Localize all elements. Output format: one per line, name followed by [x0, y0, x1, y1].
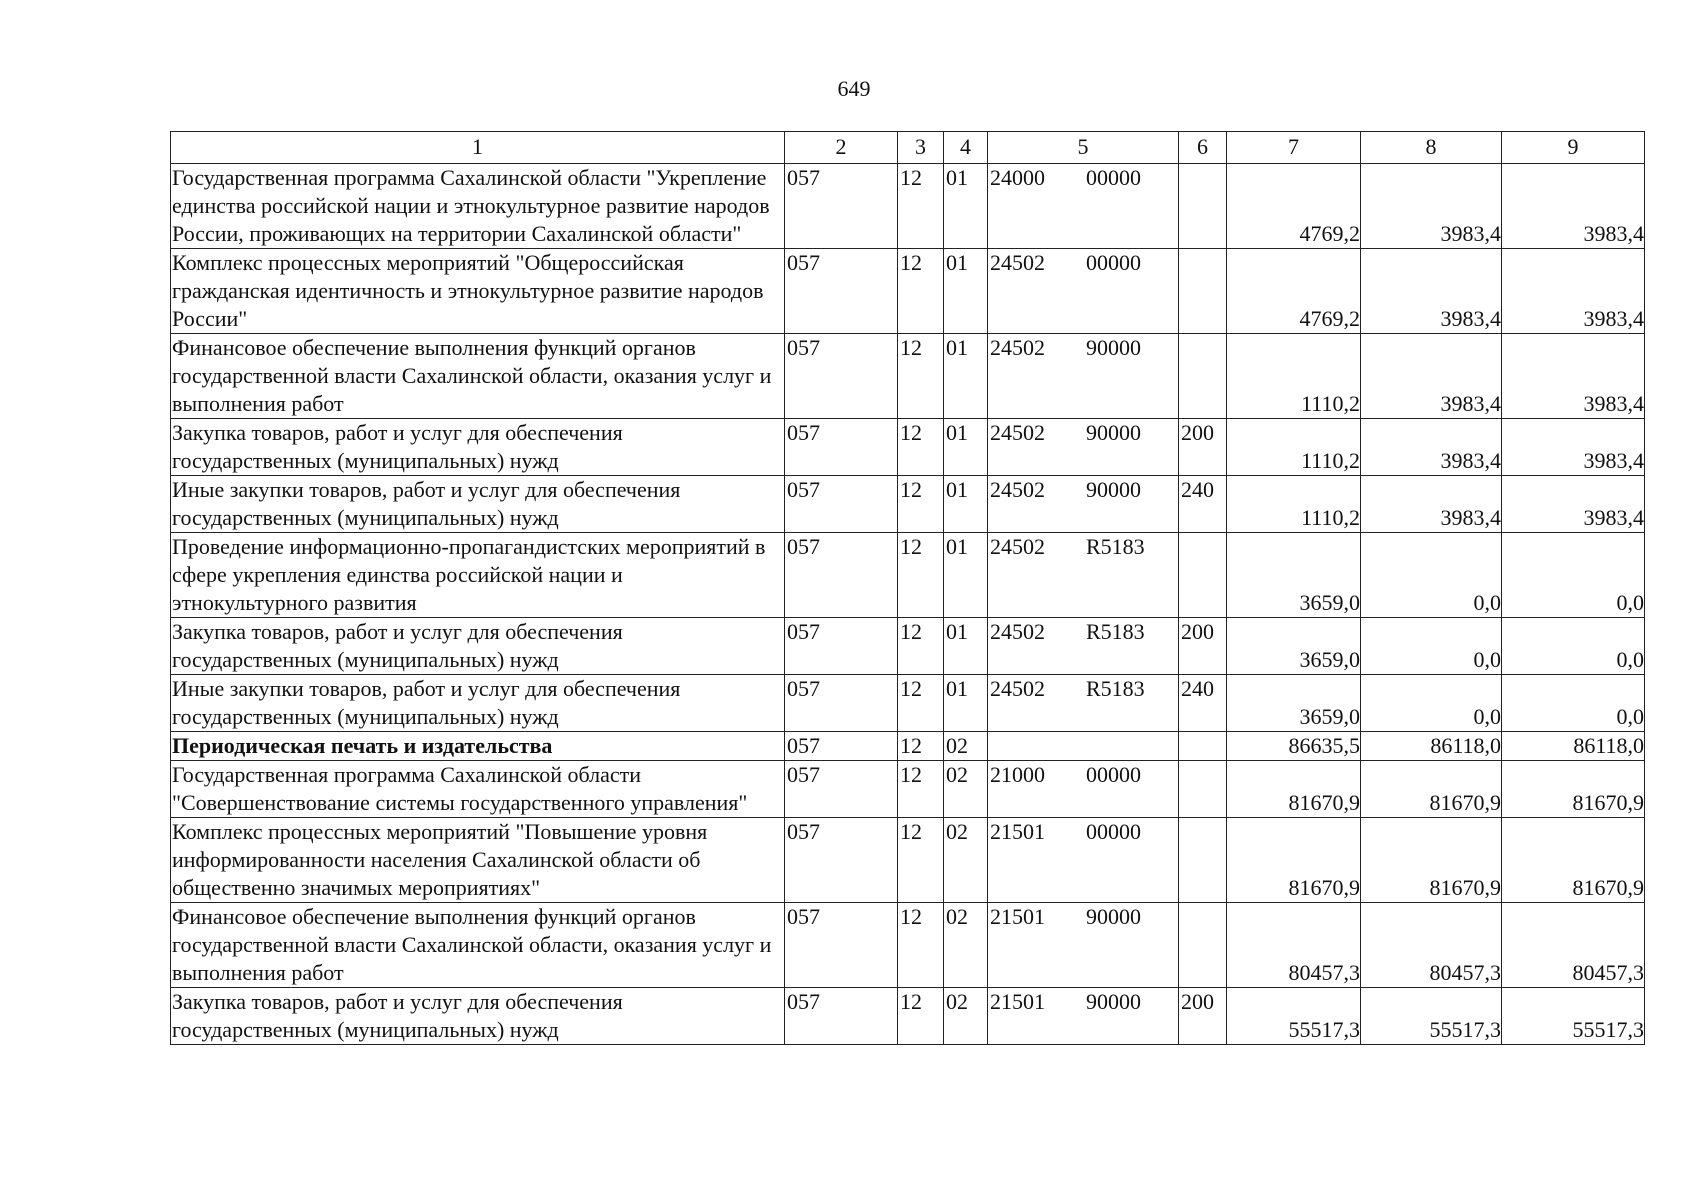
amount-year-3: 86118,0 [1502, 732, 1645, 761]
amount-year-1: 86635,5 [1227, 732, 1361, 761]
amount-year-1: 3659,0 [1227, 618, 1361, 675]
target-article-direction: 00000 [1086, 819, 1141, 844]
ministry-code: 057 [785, 476, 898, 533]
target-article-direction: 90000 [1086, 477, 1141, 502]
ministry-code: 057 [785, 334, 898, 419]
budget-table [170, 131, 1645, 1045]
section-code: 12 [898, 988, 944, 1045]
target-article-code [988, 419, 1179, 476]
amount-year-1: 3659,0 [1227, 675, 1361, 732]
amount-year-3: 3983,4 [1502, 476, 1645, 533]
expense-type-code [1179, 761, 1227, 818]
section-code: 12 [898, 249, 944, 334]
row-name: Иные закупки товаров, работ и услуг для обеспечения государственных (муниципальных) нужд [171, 675, 785, 732]
table-row [171, 761, 1645, 818]
subsection-code: 02 [944, 818, 988, 903]
target-article-code [988, 818, 1179, 903]
target-article-program: 24502 [990, 534, 1045, 559]
amount-year-1: 80457,3 [1227, 903, 1361, 988]
target-article-code [988, 675, 1179, 732]
section-code: 12 [898, 533, 944, 618]
subsection-code: 01 [944, 533, 988, 618]
amount-year-1: 1110,2 [1227, 334, 1361, 419]
table-row [171, 533, 1645, 618]
target-article-code [988, 761, 1179, 818]
page-number: 649 [837, 76, 871, 101]
section-code: 12 [898, 732, 944, 761]
subsection-code: 02 [944, 761, 988, 818]
amount-year-3: 3983,4 [1502, 419, 1645, 476]
subsection-code: 01 [944, 618, 988, 675]
target-article-code [988, 618, 1179, 675]
target-article-direction: 00000 [1086, 762, 1141, 787]
row-name: Закупка товаров, работ и услуг для обеспечения государственных (муниципальных) нужд [171, 618, 785, 675]
amount-year-2: 0,0 [1361, 675, 1502, 732]
amount-year-3: 0,0 [1502, 533, 1645, 618]
table-row [171, 818, 1645, 903]
expense-type-code: 200 [1179, 988, 1227, 1045]
column-header: 4 [944, 132, 988, 164]
section-code: 12 [898, 419, 944, 476]
table-row [171, 618, 1645, 675]
ministry-code: 057 [785, 903, 898, 988]
section-code: 12 [898, 675, 944, 732]
amount-year-2: 0,0 [1361, 533, 1502, 618]
subsection-code: 01 [944, 419, 988, 476]
expense-type-code [1179, 903, 1227, 988]
target-article-code [988, 334, 1179, 419]
expense-type-code [1179, 334, 1227, 419]
ministry-code: 057 [785, 419, 898, 476]
target-article-program: 24502 [990, 619, 1045, 644]
target-article-code [988, 903, 1179, 988]
section-code: 12 [898, 164, 944, 249]
expense-type-code [1179, 818, 1227, 903]
table-row [171, 249, 1645, 334]
amount-year-3: 80457,3 [1502, 903, 1645, 988]
amount-year-1: 3659,0 [1227, 533, 1361, 618]
section-code: 12 [898, 618, 944, 675]
target-article-program: 21000 [990, 762, 1045, 787]
row-name: Комплекс процессных мероприятий "Общероссийская гражданская идентичность и этнокультурное развитие народов России" [171, 249, 785, 334]
row-name: Закупка товаров, работ и услуг для обеспечения государственных (муниципальных) нужд [171, 988, 785, 1045]
target-article-program: 21501 [990, 904, 1045, 929]
row-name: Комплекс процессных мероприятий "Повышение уровня информированности населения Сахалинской области об общественно значимых мероприятиях" [171, 818, 785, 903]
column-header: 2 [785, 132, 898, 164]
table-row [171, 732, 1645, 761]
amount-year-2: 3983,4 [1361, 476, 1502, 533]
expense-type-code [1179, 732, 1227, 761]
amount-year-3: 81670,9 [1502, 818, 1645, 903]
target-article-code [988, 164, 1179, 249]
amount-year-3: 3983,4 [1502, 334, 1645, 419]
ministry-code: 057 [785, 988, 898, 1045]
amount-year-2: 81670,9 [1361, 761, 1502, 818]
subsection-code: 02 [944, 988, 988, 1045]
target-article-program: 24502 [990, 477, 1045, 502]
target-article-direction: 90000 [1086, 989, 1141, 1014]
amount-year-1: 1110,2 [1227, 419, 1361, 476]
row-name: Иные закупки товаров, работ и услуг для обеспечения государственных (муниципальных) нужд [171, 476, 785, 533]
subsection-code: 02 [944, 903, 988, 988]
amount-year-1: 81670,9 [1227, 818, 1361, 903]
section-code: 12 [898, 903, 944, 988]
expense-type-code [1179, 249, 1227, 334]
amount-year-1: 4769,2 [1227, 249, 1361, 334]
amount-year-2: 3983,4 [1361, 164, 1502, 249]
section-code: 12 [898, 818, 944, 903]
amount-year-2: 0,0 [1361, 618, 1502, 675]
section-code: 12 [898, 476, 944, 533]
column-header: 6 [1179, 132, 1227, 164]
row-name: Государственная программа Сахалинской области "Укрепление единства российской нации и этнокультурное развитие народов России, проживающих на территории Сахалинской области" [171, 164, 785, 249]
expense-type-code: 240 [1179, 675, 1227, 732]
ministry-code: 057 [785, 533, 898, 618]
target-article-program: 21501 [990, 989, 1045, 1014]
amount-year-2: 55517,3 [1361, 988, 1502, 1045]
column-header: 7 [1227, 132, 1361, 164]
subsection-code: 01 [944, 334, 988, 419]
amount-year-3: 0,0 [1502, 675, 1645, 732]
amount-year-2: 80457,3 [1361, 903, 1502, 988]
amount-year-2: 3983,4 [1361, 249, 1502, 334]
expense-type-code: 200 [1179, 419, 1227, 476]
section-code: 12 [898, 761, 944, 818]
ministry-code: 057 [785, 675, 898, 732]
ministry-code: 057 [785, 618, 898, 675]
amount-year-1: 4769,2 [1227, 164, 1361, 249]
target-article-program: 21501 [990, 819, 1045, 844]
table-row [171, 334, 1645, 419]
amount-year-3: 3983,4 [1502, 249, 1645, 334]
ministry-code: 057 [785, 818, 898, 903]
target-article-direction: 90000 [1086, 335, 1141, 360]
row-name: Периодическая печать и издательства [171, 732, 785, 761]
target-article-program: 24502 [990, 420, 1045, 445]
table-row [171, 675, 1645, 732]
target-article-code [988, 533, 1179, 618]
column-header: 3 [898, 132, 944, 164]
row-name: Государственная программа Сахалинской области "Совершенствование системы государственного управления" [171, 761, 785, 818]
target-article-program: 24000 [990, 165, 1045, 190]
column-header: 8 [1361, 132, 1502, 164]
target-article-code [988, 476, 1179, 533]
expense-type-code [1179, 533, 1227, 618]
target-article-direction: R5183 [1086, 676, 1145, 701]
amount-year-2: 3983,4 [1361, 419, 1502, 476]
target-article-direction: 90000 [1086, 904, 1141, 929]
row-name: Проведение информационно-пропагандистских мероприятий в сфере укрепления единства российской нации и этнокультурного развития [171, 533, 785, 618]
table-row [171, 476, 1645, 533]
table-row [171, 164, 1645, 249]
column-header: 1 [171, 132, 785, 164]
table-row [171, 419, 1645, 476]
target-article-direction: R5183 [1086, 534, 1145, 559]
section-code: 12 [898, 334, 944, 419]
table-header-row [171, 132, 1645, 164]
target-article-direction: R5183 [1086, 619, 1145, 644]
amount-year-3: 55517,3 [1502, 988, 1645, 1045]
target-article-code [988, 732, 1179, 761]
ministry-code: 057 [785, 732, 898, 761]
target-article-code [988, 988, 1179, 1045]
row-name: Финансовое обеспечение выполнения функций органов государственной власти Сахалинской области, оказания услуг и выполнения работ [171, 334, 785, 419]
table-row [171, 903, 1645, 988]
expense-type-code: 240 [1179, 476, 1227, 533]
target-article-program: 24502 [990, 250, 1045, 275]
column-header: 5 [988, 132, 1179, 164]
subsection-code: 01 [944, 249, 988, 334]
expense-type-code [1179, 164, 1227, 249]
ministry-code: 057 [785, 164, 898, 249]
amount-year-2: 3983,4 [1361, 334, 1502, 419]
column-header: 9 [1502, 132, 1645, 164]
amount-year-2: 81670,9 [1361, 818, 1502, 903]
target-article-direction: 00000 [1086, 165, 1141, 190]
target-article-code [988, 249, 1179, 334]
row-name: Закупка товаров, работ и услуг для обеспечения государственных (муниципальных) нужд [171, 419, 785, 476]
target-article-direction: 90000 [1086, 420, 1141, 445]
row-name: Финансовое обеспечение выполнения функций органов государственной власти Сахалинской области, оказания услуг и выполнения работ [171, 903, 785, 988]
expense-type-code: 200 [1179, 618, 1227, 675]
ministry-code: 057 [785, 761, 898, 818]
subsection-code: 01 [944, 675, 988, 732]
amount-year-1: 81670,9 [1227, 761, 1361, 818]
amount-year-3: 81670,9 [1502, 761, 1645, 818]
subsection-code: 02 [944, 732, 988, 761]
amount-year-1: 55517,3 [1227, 988, 1361, 1045]
ministry-code: 057 [785, 249, 898, 334]
amount-year-3: 3983,4 [1502, 164, 1645, 249]
target-article-program: 24502 [990, 676, 1045, 701]
amount-year-1: 1110,2 [1227, 476, 1361, 533]
amount-year-3: 0,0 [1502, 618, 1645, 675]
subsection-code: 01 [944, 164, 988, 249]
subsection-code: 01 [944, 476, 988, 533]
target-article-direction: 00000 [1086, 250, 1141, 275]
table-row [171, 988, 1645, 1045]
amount-year-2: 86118,0 [1361, 732, 1502, 761]
target-article-program: 24502 [990, 335, 1045, 360]
